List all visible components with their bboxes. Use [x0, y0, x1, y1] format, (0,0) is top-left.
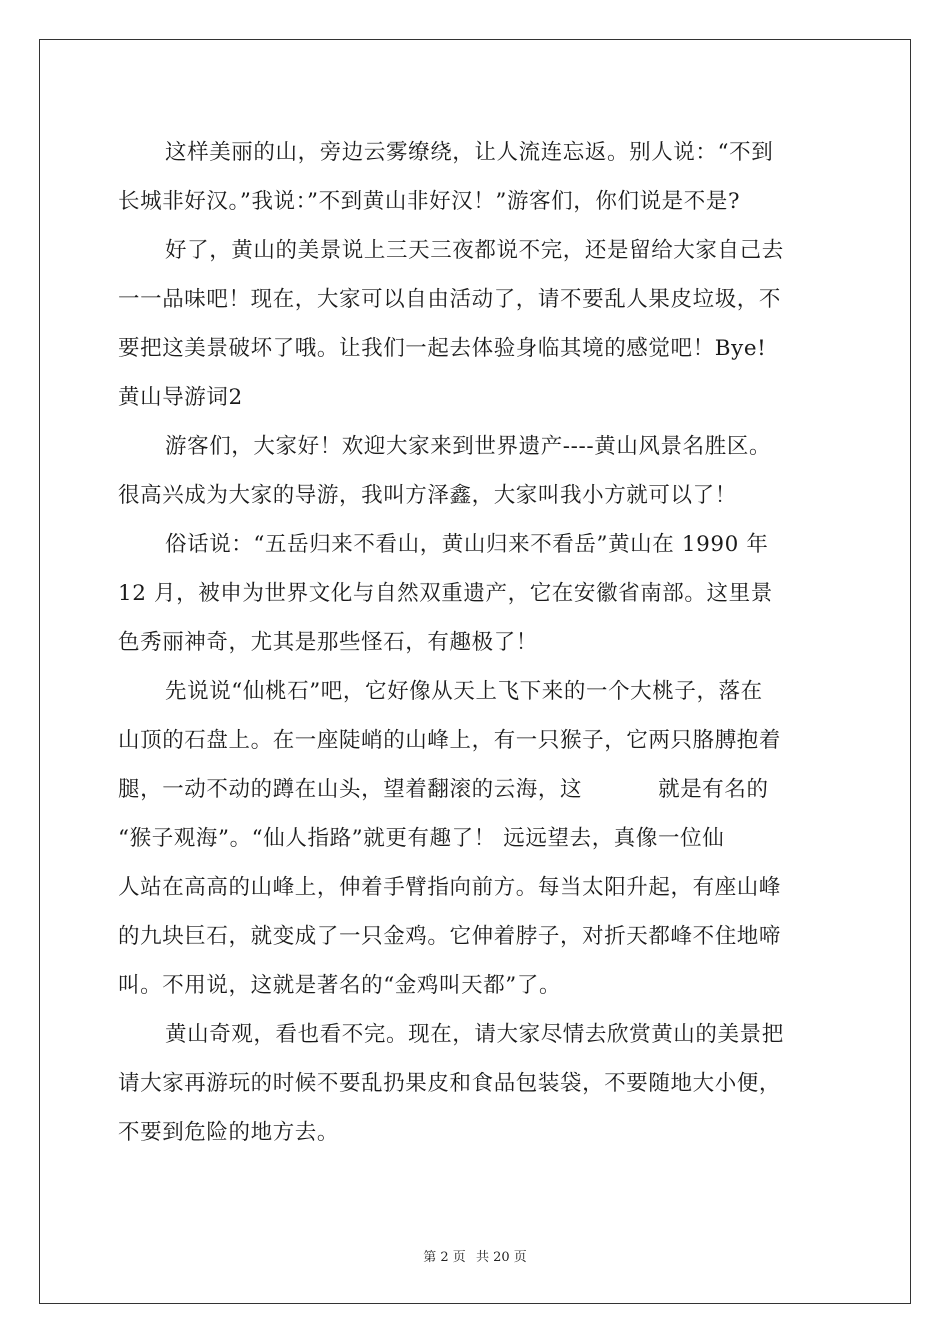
page-total: 共 20 页 [475, 1250, 527, 1265]
text-line: 请大家再游玩的时候不要乱扔果皮和食品包装袋，不要随地大小便， [118, 1071, 782, 1096]
text-line: 黄山奇观，看也看不完。现在，请大家尽情去欣赏黄山的美景把 [165, 1022, 784, 1047]
text-line: 这样美丽的山，旁边云雾缭绕，让人流连忘返。别人说：“不到 [165, 140, 774, 165]
text-segment: 就是有名的 [658, 777, 769, 802]
document-body [118, 128, 838, 1157]
text-line: 色秀丽神奇，尤其是那些怪石，有趣极了！ [118, 630, 538, 655]
page-number: 第 2 页 [423, 1250, 466, 1265]
text-line: 俗话说：“五岳归来不看山，黄山归来不看岳”黄山在 1990 年 [165, 532, 769, 557]
text-line: 好了，黄山的美景说上三天三夜都说不完，还是留给大家自己去 [165, 238, 784, 263]
text-line: 12 月，被申为世界文化与自然双重遗产，它在安徽省南部。这里景 [118, 581, 773, 606]
text-line: 的九块巨石，就变成了一只金鸡。它伸着脖子，对折天都峰不住地啼 [118, 924, 782, 949]
text-line [118, 765, 838, 814]
text-line: 人站在高高的山峰上，伸着手臂指向前方。每当太阳升起，有座山峰 [118, 875, 782, 900]
text-line: 要把这美景破坏了哦。让我们一起去体验身临其境的感觉吧！Bye! [118, 336, 767, 361]
text-line: 一一品味吧！现在，大家可以自由活动了，请不要乱人果皮垃圾，不 [118, 287, 782, 312]
text-line: 山顶的石盘上。在一座陡峭的山峰上，有一只猴子，它两只胳膊抱着 [118, 728, 782, 753]
page-footer [0, 1246, 950, 1265]
text-line: 不要到危险的地方去。 [118, 1120, 340, 1145]
text-line: 先说说“仙桃石”吧，它好像从天上飞下来的一个大桃子，落在 [165, 679, 763, 704]
text-line: 很高兴成为大家的导游，我叫方泽鑫，大家叫我小方就可以了！ [118, 483, 737, 508]
text-line: “猴子观海”。“仙人指路”就更有趣了！ 远远望去，真像一位仙 [118, 826, 725, 851]
text-line: 叫。不用说，这就是著名的“金鸡叫天都”了。 [118, 973, 562, 998]
section-heading: 黄山导游词2 [118, 385, 243, 410]
text-line: 游客们，大家好！欢迎大家来到世界遗产----黄山风景名胜区。 [165, 434, 772, 459]
text-line: 长城非好汉。”我说：”不到黄山非好汉！”游客们，你们说是不是? [118, 189, 741, 214]
text-segment: 腿，一动不动的蹲在山头，望着翻滚的云海，这 [118, 777, 583, 802]
